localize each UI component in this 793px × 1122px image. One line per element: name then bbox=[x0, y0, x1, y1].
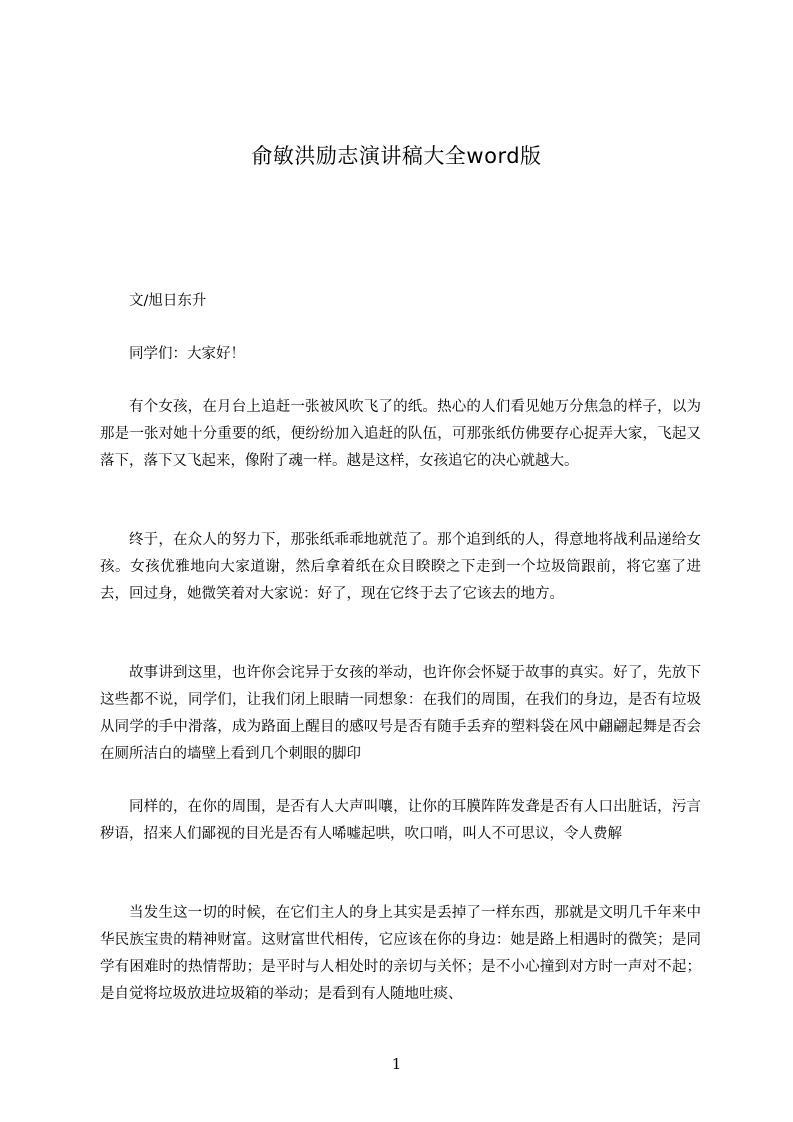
paragraph-text: 当发生这一切的时候，在它们主人的身上其实是丢掉了一样东西，那就是文明几千年来中华民族宝贵的精神财富。这财富世代相传，它应该在你的身边：她是路上相遇时的微笑；是同学有困难时的热情帮助；是平时与人相处时的亲切与关怀；是不小心撞到对方时一声对不起；是自觉将垃圾放进垃圾箱的举动；是看到有人随地吐痰、 bbox=[100, 905, 701, 1002]
paragraph-4 bbox=[100, 794, 701, 848]
author-line bbox=[100, 288, 701, 315]
paragraph-5 bbox=[100, 900, 701, 1008]
paragraph-1 bbox=[100, 394, 701, 475]
paragraph-text: 故事讲到这里，也许你会诧异于女孩的举动，也许你会怀疑于故事的真实。好了，先放下这些都不说，同学们，让我们闭上眼睛一同想象：在我们的周围，在我们的身边，是否有垃圾从同学的手中滑落，成为路面上醒目的感叹号是否有随手丢弃的塑料袋在风中翩翩起舞是否会在厕所洁白的墙壁上看到几个刺眼的脚印 bbox=[100, 665, 701, 762]
paragraph-2 bbox=[100, 527, 701, 608]
document-title: 俞敏洪励志演讲稿大全word版 bbox=[251, 144, 542, 168]
page-number: 1 bbox=[391, 1055, 402, 1073]
greeting-text: 同学们：大家好！ bbox=[129, 346, 245, 362]
paragraph-text: 同样的，在你的周围，是否有人大声叫嚷，让你的耳膜阵阵发聋是否有人口出脏话，污言秽语，招来人们鄙视的目光是否有人唏嘘起哄，吹口哨，叫人不可思议，令人费解 bbox=[100, 799, 701, 842]
greeting-line bbox=[100, 341, 701, 368]
author-text: 文/旭日东升 bbox=[129, 293, 207, 309]
paragraph-3 bbox=[100, 660, 701, 768]
paragraph-text: 有个女孩，在月台上追赶一张被风吹飞了的纸。热心的人们看见她万分焦急的样子，以为那是一张对她十分重要的纸，便纷纷加入追赶的队伍，可那张纸仿佛要存心捉弄大家，飞起又落下，落下又飞起来，像附了魂一样。越是这样，女孩追它的决心就越大。 bbox=[100, 399, 701, 469]
paragraph-text: 终于，在众人的努力下，那张纸乖乖地就范了。那个追到纸的人，得意地将战利品递给女孩。女孩优雅地向大家道谢，然后拿着纸在众目睽睽之下走到一个垃圾筒跟前，将它塞了进去，回过身，她微笑着对大家说：好了，现在它终于去了它该去的地方。 bbox=[100, 532, 701, 602]
